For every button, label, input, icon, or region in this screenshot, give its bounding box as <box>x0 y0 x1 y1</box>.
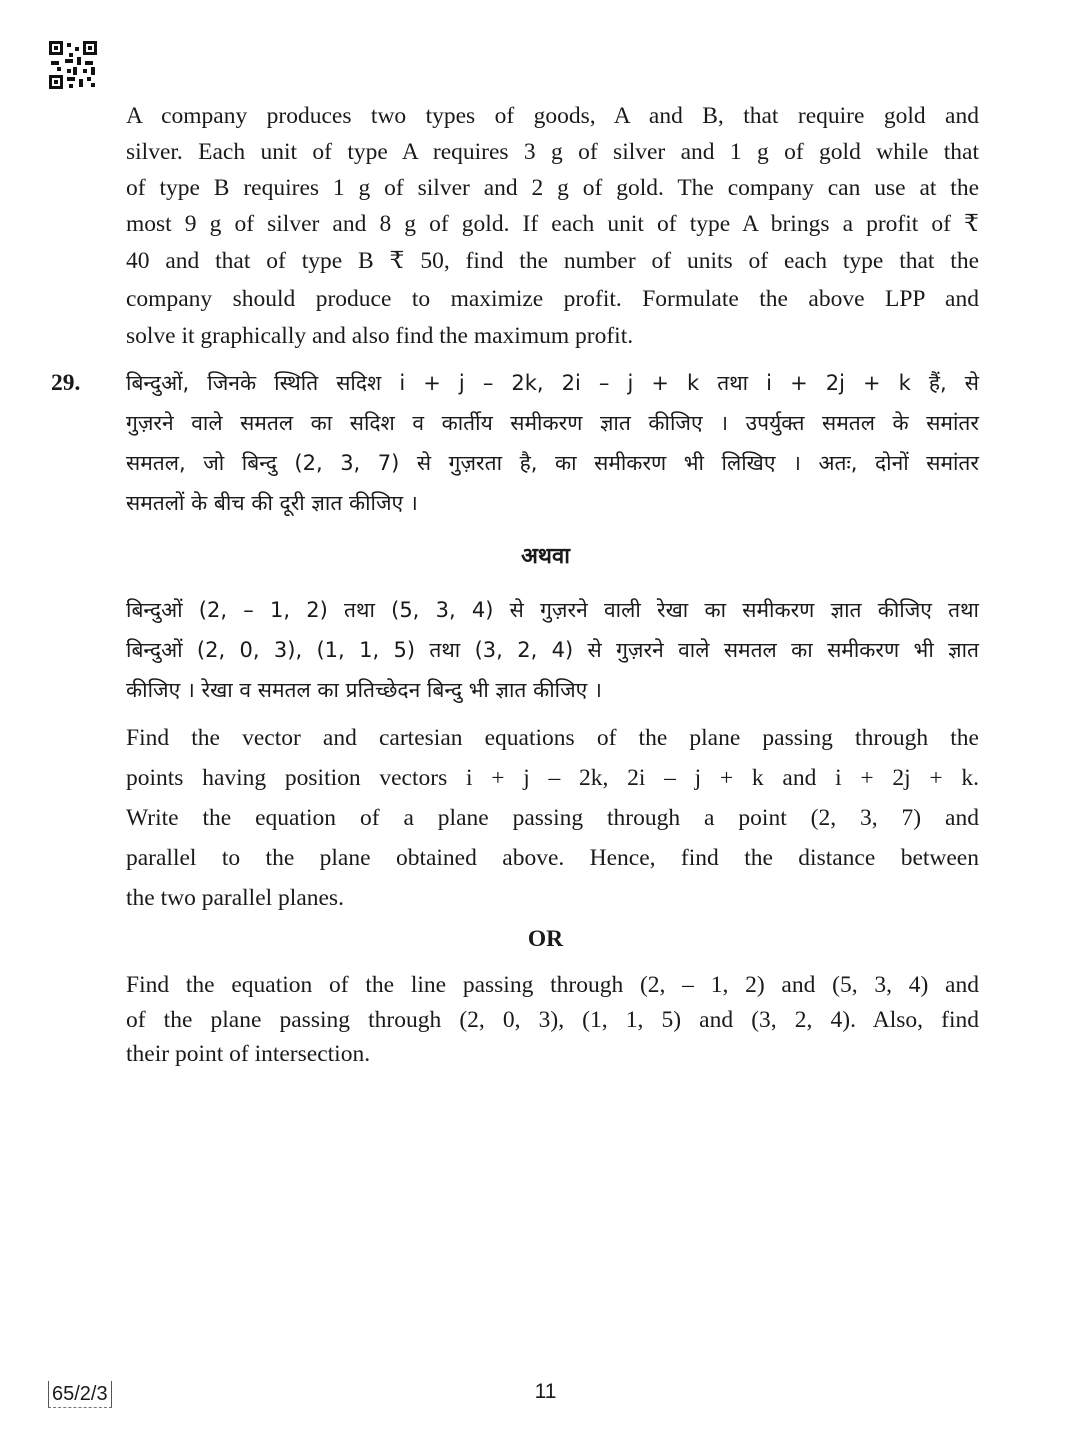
text-line: silver. Each unit of type A requires 3 g of silver and 1 g of gold while that <box>126 139 979 165</box>
text-line: 40 and that of type B ₹ 50, find the number of units of each type that the <box>126 248 979 274</box>
question-number: 29. <box>51 370 81 396</box>
text-line: Find the equation of the line passing through (2, – 1, 2) and (5, 3, 4) and <box>126 972 979 998</box>
hindi-question-text <box>126 363 979 523</box>
text-line: of type B requires 1 g of silver and 2 g of gold. The company can use at the <box>126 175 979 201</box>
text-line: बिन्दुओं, जिनके स्थिति सदिश i + j – 2k, 2i – j + k तथा i + 2j + k हैं, से <box>126 371 979 395</box>
text-line: most 9 g of silver and 8 g of gold. If each unit of type A brings a profit of ₹ <box>126 211 979 237</box>
text-line: Find the vector and cartesian equations of the plane passing through the <box>126 725 979 751</box>
hindi-or-heading: अथवा <box>521 544 570 569</box>
text-line: कीजिए । रेखा व समतल का प्रतिच्छेदन बिन्दु भी ज्ञात कीजिए । <box>126 678 602 702</box>
text-line: समतलों के बीच की दूरी ज्ञात कीजिए । <box>126 491 418 515</box>
text-line: points having position vectors i + j – 2k, 2i – j + k and i + 2j + k. <box>126 765 979 791</box>
text-line: गुज़रने वाले समतल का सदिश व कार्तीय समीकरण ज्ञात कीजिए । उपर्युक्त समतल के समांतर <box>126 411 979 435</box>
text-line: solve it graphically and also find the maximum profit. <box>126 323 634 349</box>
english-or-heading: OR <box>527 926 564 952</box>
text-line: समतल, जो बिन्दु (2, 3, 7) से गुज़रता है, का समीकरण भी लिखिए । अतः, दोनों समांतर <box>126 451 979 475</box>
lpp-question-text <box>126 98 979 354</box>
english-question-text <box>126 718 979 918</box>
text-line: the two parallel planes. <box>126 885 344 911</box>
text-line: parallel to the plane obtained above. Hence, find the distance between <box>126 845 979 871</box>
paper-code: 65/2/3 <box>48 1381 112 1408</box>
text-line: of the plane passing through (2, 0, 3), (1, 1, 5) and (3, 2, 4). Also, find <box>126 1007 979 1033</box>
text-line: company should produce to maximize profit. Formulate the above LPP and <box>126 286 979 312</box>
text-line: Write the equation of a plane passing through a point (2, 3, 7) and <box>126 805 979 831</box>
text-line: बिन्दुओं (2, – 1, 2) तथा (5, 3, 4) से गुज़रने वाली रेखा का समीकरण ज्ञात कीजिए तथा <box>126 598 979 622</box>
english-alt-question-text <box>126 968 979 1071</box>
page-number: 11 <box>534 1380 557 1403</box>
text-line: बिन्दुओं (2, 0, 3), (1, 1, 5) तथा (3, 2, 4) से गुज़रने वाले समतल का समीकरण भी ज्ञात <box>126 638 979 662</box>
text-line: their point of intersection. <box>126 1041 371 1067</box>
qr-code-icon <box>49 41 97 89</box>
text-line: A company produces two types of goods, A and B, that require gold and <box>126 103 979 129</box>
hindi-alt-question-text <box>126 590 979 710</box>
